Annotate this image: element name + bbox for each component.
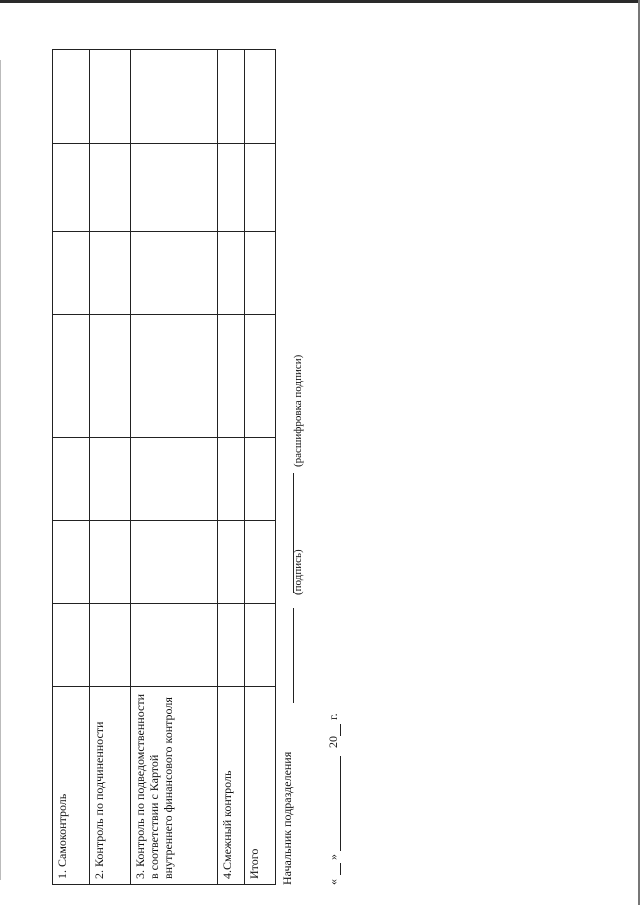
table-cell xyxy=(245,50,276,144)
table-cell xyxy=(218,144,245,232)
table-cell xyxy=(53,521,90,604)
date-open-quote: « xyxy=(326,879,340,885)
signature-block xyxy=(280,50,350,885)
table-cell xyxy=(53,604,90,687)
table-row xyxy=(245,50,276,885)
table-cell xyxy=(53,144,90,232)
year-prefix: 20 xyxy=(326,736,340,748)
decoding-caption: (расшифровка подписи) xyxy=(292,354,304,467)
table-cell xyxy=(218,604,245,687)
control-table xyxy=(52,49,276,885)
year-blank xyxy=(327,724,341,736)
table-row xyxy=(90,50,131,885)
table-cell xyxy=(53,50,90,144)
table-cell xyxy=(131,521,218,604)
table-cell xyxy=(245,232,276,315)
table-cell xyxy=(90,315,131,438)
table-cell xyxy=(218,50,245,144)
table-cell xyxy=(218,438,245,521)
table-cell xyxy=(218,521,245,604)
scan-edge-left xyxy=(0,60,1,880)
signature-line xyxy=(293,608,294,703)
date-line xyxy=(326,713,341,885)
decoding-line xyxy=(293,473,294,593)
table-cell xyxy=(90,144,131,232)
row-label: 2. Контроль по подчиненности xyxy=(90,687,131,885)
year-suffix: г. xyxy=(326,713,340,720)
table-cell xyxy=(131,604,218,687)
rotated-page-content xyxy=(52,50,352,885)
table-cell xyxy=(131,438,218,521)
scan-edge-top xyxy=(0,0,640,3)
table-cell xyxy=(90,521,131,604)
table-cell xyxy=(90,50,131,144)
row-label: 1. Самоконтроль xyxy=(53,687,90,885)
table-cell xyxy=(53,232,90,315)
table-cell xyxy=(218,232,245,315)
date-close-quote: » xyxy=(326,854,340,860)
table-cell xyxy=(245,144,276,232)
day-blank xyxy=(327,863,341,875)
row-label: 3. Контроль по подведомственности в соответствии с Картой внутреннего финансового контроля xyxy=(131,687,218,885)
table-cell xyxy=(131,232,218,315)
table-row xyxy=(53,50,90,885)
table-row xyxy=(131,50,218,885)
table-cell xyxy=(218,315,245,438)
table-cell xyxy=(131,315,218,438)
table-cell xyxy=(245,438,276,521)
row-label: Итого xyxy=(245,687,276,885)
table-cell xyxy=(245,521,276,604)
signature-caption: (подпись) xyxy=(292,549,304,595)
month-blank xyxy=(327,756,341,851)
table-cell xyxy=(53,315,90,438)
row-label: 4.Смежный контроль xyxy=(218,687,245,885)
table-cell xyxy=(90,232,131,315)
table-cell xyxy=(90,438,131,521)
table-cell xyxy=(131,144,218,232)
table-row xyxy=(218,50,245,885)
table-cell xyxy=(90,604,131,687)
table-cell xyxy=(245,604,276,687)
table-cell xyxy=(245,315,276,438)
table-cell xyxy=(131,50,218,144)
table-cell xyxy=(53,438,90,521)
position-label: Начальник подразделения xyxy=(280,751,294,885)
